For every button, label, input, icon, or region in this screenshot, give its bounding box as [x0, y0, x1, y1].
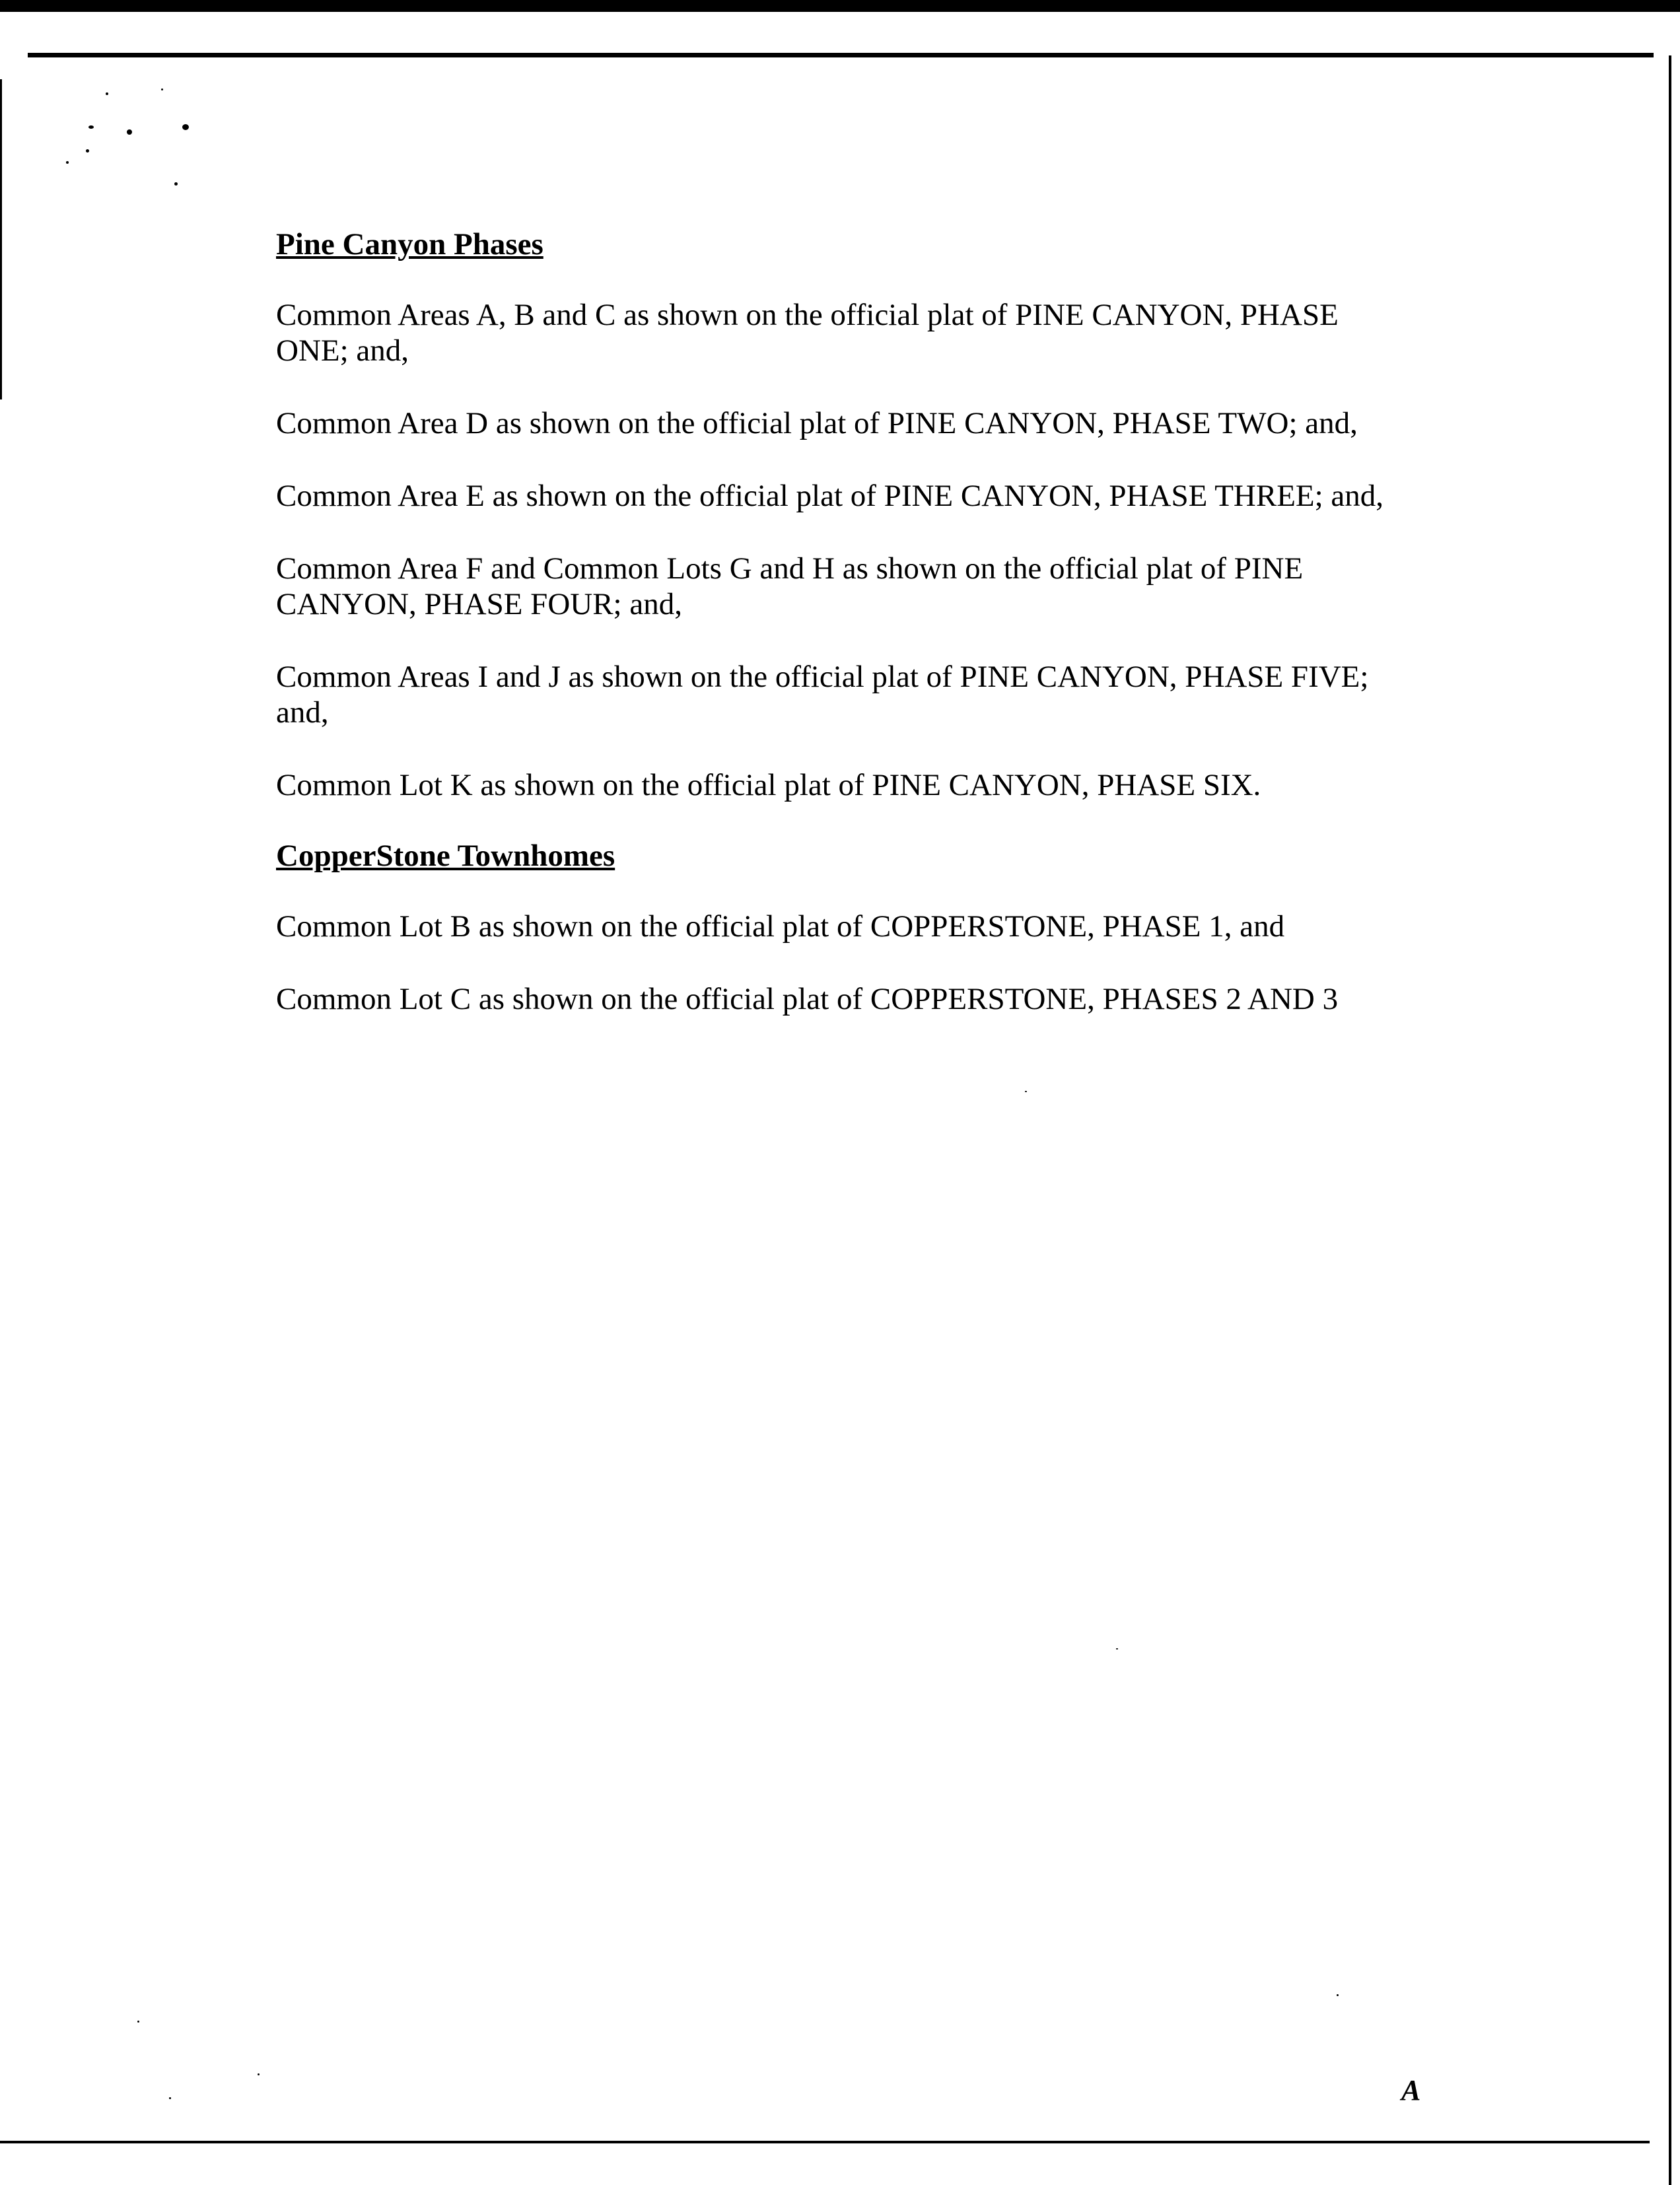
- paragraph: Common Areas A, B and C as shown on the official plat of PINE CANYON, PHASE ONE; and,: [276, 298, 1339, 368]
- scan-speck: [182, 124, 189, 130]
- paragraph: Common Lot B as shown on the official plat of COPPERSTONE, PHASE 1, and: [276, 909, 1285, 944]
- left-edge-rule: [0, 79, 2, 399]
- scan-speck: [66, 161, 69, 164]
- top-rule: [28, 53, 1654, 57]
- section-heading: Pine Canyon Phases: [276, 227, 543, 261]
- scan-speck: [88, 125, 94, 129]
- scan-speck: [86, 149, 89, 153]
- scan-speck: [106, 92, 108, 95]
- bottom-rule: [0, 2141, 1650, 2143]
- scan-speck: [1116, 1648, 1118, 1649]
- scan-speck: [169, 2097, 171, 2099]
- right-edge-rule: [1669, 55, 1671, 2185]
- scan-top-border: [0, 0, 1680, 12]
- paragraph: Common Area E as shown on the official plat of PINE CANYON, PHASE THREE; and,: [276, 479, 1384, 513]
- page-number: A: [1401, 2074, 1421, 2106]
- scan-speck: [161, 88, 163, 90]
- section-pine-canyon: [276, 223, 1465, 803]
- scan-speck: [1337, 1994, 1339, 1996]
- scan-speck: [1025, 1091, 1027, 1092]
- paragraph: Common Area F and Common Lots G and H as shown on the official plat of PINE CANYON, PHASE FOUR; and,: [276, 551, 1304, 621]
- paragraph: Common Lot C as shown on the official plat of COPPERSTONE, PHASES 2 AND 3: [276, 982, 1339, 1016]
- section-heading: CopperStone Townhomes: [276, 839, 615, 873]
- scan-speck: [127, 129, 132, 135]
- paragraph: Common Lot K as shown on the official plat of PINE CANYON, PHASE SIX.: [276, 768, 1261, 802]
- section-copperstone: [276, 835, 1465, 1017]
- paragraph: Common Areas I and J as shown on the official plat of PINE CANYON, PHASE FIVE; and,: [276, 660, 1369, 730]
- scan-speck: [137, 2021, 139, 2023]
- paragraph: Common Area D as shown on the official plat of PINE CANYON, PHASE TWO; and,: [276, 406, 1358, 440]
- scan-speck: [174, 182, 178, 186]
- document-body: [276, 223, 1465, 1054]
- scan-speck: [258, 2073, 260, 2075]
